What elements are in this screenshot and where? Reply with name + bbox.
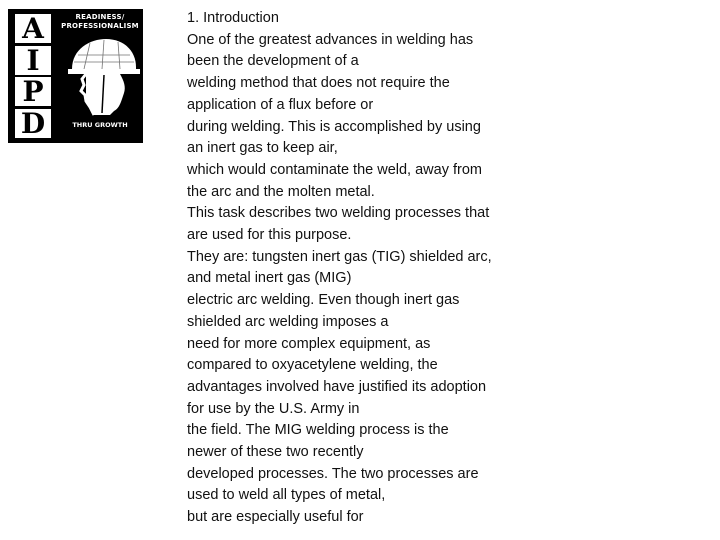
logo-letter: P	[15, 77, 51, 106]
body-line: but are especially useful for	[187, 509, 364, 526]
body-line: during welding. This is accomplished by using	[187, 118, 481, 135]
logo-letter: A	[15, 14, 51, 43]
document-body	[187, 8, 547, 529]
body-line: need for more complex equipment, as	[187, 335, 431, 352]
aipd-logo	[8, 9, 143, 143]
logo-letter: I	[15, 46, 51, 75]
logo-letters	[8, 9, 58, 143]
body-line: They are: tungsten inert gas (TIG) shielded arc,	[187, 248, 492, 265]
body-line: are used for this purpose.	[187, 227, 352, 244]
body-line: which would contaminate the weld, away from	[187, 161, 482, 178]
body-line: for use by the U.S. Army in	[187, 400, 360, 417]
body-line: This task describes two welding processes that	[187, 205, 490, 222]
body-line: One of the greatest advances in welding has	[187, 31, 474, 48]
body-line: compared to oxyacetylene welding, the	[187, 357, 438, 374]
body-line: electric arc welding. Even though inert gas	[187, 292, 460, 309]
logo-letter: D	[15, 109, 51, 138]
body-line: the arc and the molten metal.	[187, 183, 375, 200]
body-line: an inert gas to keep air,	[187, 140, 338, 157]
section-heading: 1. Introduction	[187, 10, 279, 26]
body-line: been the development of a	[187, 53, 359, 70]
body-line: the field. The MIG welding process is the	[187, 422, 449, 439]
body-line: used to weld all types of metal,	[187, 487, 386, 504]
body-line: newer of these two recently	[187, 444, 364, 461]
logo-top-text: READINESS/ PROFESSIONALISM	[61, 13, 139, 30]
body-line: advantages involved have justified its adoption	[187, 378, 487, 395]
logo-bottom-text: THRU GROWTH	[72, 121, 128, 129]
body-line: welding method that does not require the	[187, 75, 450, 92]
body-line: shielded arc welding imposes a	[187, 313, 389, 330]
body-line: application of a flux before or	[187, 96, 374, 113]
soldier-helmet-icon	[64, 35, 140, 119]
body-line: developed processes. The two processes are	[187, 465, 479, 482]
body-line: and metal inert gas (MIG)	[187, 270, 352, 287]
